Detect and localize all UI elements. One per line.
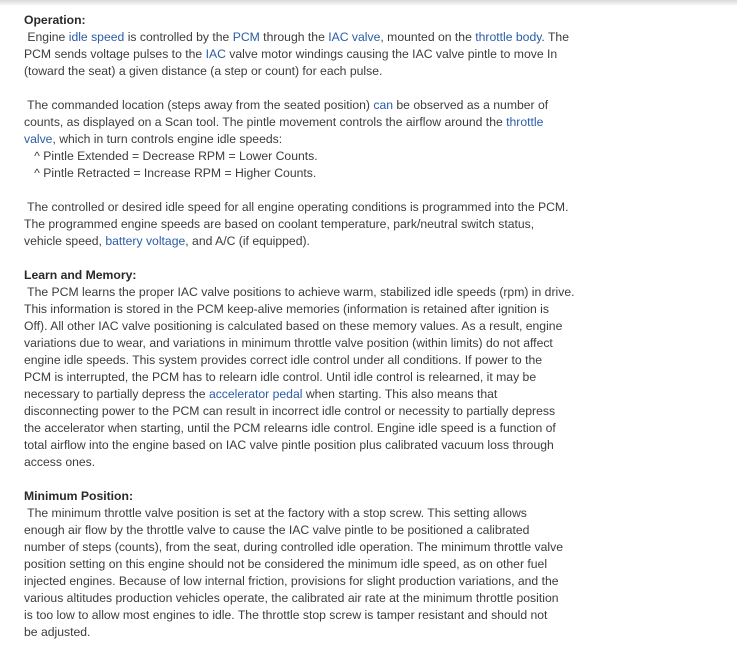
text: , and A/C (if equipped). (185, 234, 310, 248)
learn-line2: This information is stored in the PCM keep-alive memories (information is retained after ignition is (24, 302, 549, 316)
top-shadow (0, 0, 737, 6)
paragraph-gap (24, 80, 604, 97)
text: counts, as displayed on a Scan tool. The pintle movement controls the airflow around the (24, 115, 507, 129)
learn-line3: Off). All other IAC valve positioning is calculated based on these memory values. As a result, engine (24, 319, 563, 333)
accelerator-pedal-link[interactable]: accelerator pedal (208, 387, 303, 401)
operation-p1-line1 (24, 29, 604, 46)
learn-line10: total airflow into the engine based on IAC valve pintle position plus calibrated vacuum loss through (24, 438, 554, 452)
minimum-line4: position setting on this engine should not be considered the minimum idle speed, as on other fuel (24, 557, 548, 571)
document-body (24, 12, 604, 641)
paragraph-gap (24, 182, 604, 199)
text: , mounted on the (380, 30, 476, 44)
operation-p1-line2 (24, 46, 604, 63)
operation-p2-line1 (24, 97, 604, 114)
learn-memory-heading: Learn and Memory: (24, 268, 137, 282)
operation-p2-line3 (24, 131, 604, 148)
learn-line7 (24, 386, 604, 403)
minimum-line1: The minimum throttle valve position is set at the factory with a stop screw. This setting allows (24, 506, 527, 520)
throttle-valve-link-cont[interactable]: valve (24, 132, 53, 146)
minimum-line7: is too low to allow most engines to idle. The throttle stop screw is tamper resistant and should not (24, 608, 548, 622)
throttle-valve-link[interactable]: throttle (506, 115, 544, 129)
text: when starting. This also means that (302, 387, 498, 401)
learn-line6: PCM is interrupted, the PCM has to relearn idle control. Until idle control is relearned, it may be (24, 370, 537, 384)
can-link[interactable]: can (373, 98, 393, 112)
minimum-line2: enough air flow by the throttle valve to cause the IAC valve pintle to be positioned a calibrated (24, 523, 530, 537)
idle-speed-link[interactable]: idle speed (68, 30, 125, 44)
text: be observed as a number of (393, 98, 549, 112)
learn-line9: the accelerator when starting, until the PCM relearns idle control. Engine idle speed is a function of (24, 421, 556, 435)
minimum-line6: various altitudes production vehicles operate, the calibrated air rate at the minimum throttle position (24, 591, 559, 605)
minimum-position-heading: Minimum Position: (24, 489, 134, 503)
learn-line1: The PCM learns the proper IAC valve positions to achieve warm, stabilized idle speeds (rpm) in drive. (24, 285, 575, 299)
paragraph-gap (24, 471, 604, 488)
learn-line4: variations due to wear, and variations in minimum throttle valve position (within limits) do not affect (24, 336, 553, 350)
text: necessary to partially depress the (24, 387, 209, 401)
learn-line11: access ones. (24, 455, 96, 469)
paragraph-gap (24, 250, 604, 267)
pcm-link[interactable]: PCM (232, 30, 260, 44)
text: , which in turn controls engine idle speeds: (52, 132, 283, 146)
text: through the (259, 30, 329, 44)
bullet-pintle-extended: ^ Pintle Extended = Decrease RPM = Lower Counts. (24, 149, 318, 163)
operation-p2-line2 (24, 114, 604, 131)
operation-p1-line3: (toward the seat) a given distance (a step or count) for each pulse. (24, 64, 383, 78)
iac-link[interactable]: IAC (205, 47, 226, 61)
text: is controlled by the (124, 30, 233, 44)
iac-valve-link[interactable]: IAC valve (328, 30, 381, 44)
learn-line5: engine idle speeds. This system provides correct idle control under all conditions. If power to the (24, 353, 543, 367)
text: . The (541, 30, 569, 44)
text: valve motor windings causing the IAC valve pintle to move In (225, 47, 558, 61)
minimum-line3: number of steps (counts), from the seat, during controlled idle operation. The minimum throttle valve (24, 540, 563, 554)
text: Engine (24, 30, 69, 44)
minimum-line5: injected engines. Because of low internal friction, provisions for slight production variations, and the (24, 574, 559, 588)
text: PCM sends voltage pulses to the (24, 47, 206, 61)
battery-voltage-link[interactable]: battery voltage (105, 234, 186, 248)
learn-line8: disconnecting power to the PCM can result in incorrect idle control or necessity to partially depress (24, 404, 556, 418)
text: The commanded location (steps away from the seated position) (24, 98, 374, 112)
throttle-body-link[interactable]: throttle body (475, 30, 542, 44)
operation-p3-line3 (24, 233, 604, 250)
operation-p3-line2: The programmed engine speeds are based on coolant temperature, park/neutral switch status, (24, 217, 535, 231)
minimum-line8: be adjusted. (24, 625, 91, 639)
text: vehicle speed, (24, 234, 106, 248)
bullet-pintle-retracted: ^ Pintle Retracted = Increase RPM = Higher Counts. (24, 166, 317, 180)
operation-p3-line1: The controlled or desired idle speed for all engine operating conditions is programmed into the PCM. (24, 200, 569, 214)
operation-heading: Operation: (24, 13, 86, 27)
